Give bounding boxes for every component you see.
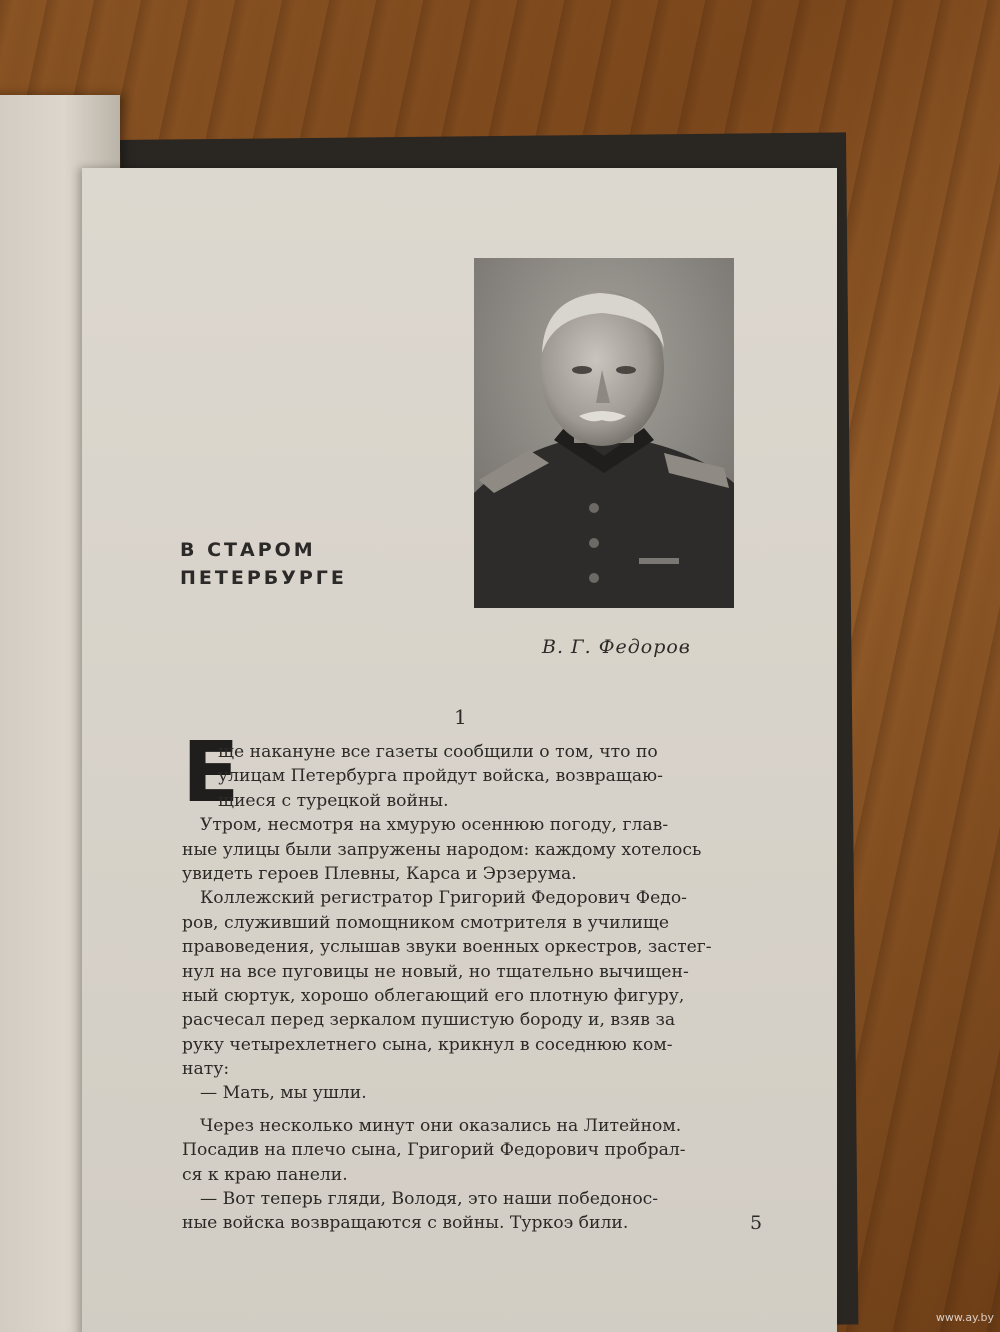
text-line: ные улицы были запружены народом: каждому хотелось bbox=[182, 839, 702, 860]
text-line: нату: bbox=[182, 1059, 230, 1080]
body-text bbox=[182, 740, 752, 1236]
text-line: Коллежский регистратор Григорий Федорович Федо- bbox=[200, 888, 687, 909]
portrait-image bbox=[474, 258, 734, 608]
text-line: руку четырехлетнего сына, крикнул в соседнюю ком- bbox=[182, 1034, 673, 1055]
text-line: ся к краю панели. bbox=[182, 1164, 348, 1185]
text-line: — Вот теперь гляди, Володя, это наши победонос- bbox=[200, 1189, 659, 1210]
chapter-title-line-2: ПЕТЕРБУРГЕ bbox=[180, 567, 347, 589]
text-line: нул на все пуговицы не новый, но тщательно вычищен- bbox=[182, 961, 689, 982]
page-number: 5 bbox=[750, 1212, 763, 1234]
watermark-text: www.ay.by bbox=[935, 1311, 994, 1324]
text-line: расчесал перед зеркалом пушистую бороду и, взяв за bbox=[182, 1010, 676, 1031]
text-line: увидеть героев Плевны, Карса и Эрзерума. bbox=[182, 863, 577, 884]
paragraph-gap bbox=[182, 1106, 752, 1114]
text-line: ров, служивший помощником смотрителя в училище bbox=[182, 912, 670, 933]
chapter-title bbox=[180, 536, 347, 592]
section-number: 1 bbox=[454, 705, 467, 729]
text-line: улицам Петербурга пройдут войска, возвращаю- bbox=[218, 766, 663, 787]
text-line: ные войска возвращаются с войны. Туркоэ били. bbox=[182, 1213, 629, 1234]
drop-cap-letter: Е bbox=[182, 723, 240, 821]
portrait-caption: В. Г. Федоров bbox=[542, 636, 691, 658]
portrait-photo bbox=[474, 258, 734, 608]
text-line: ный сюртук, хорошо облегающий его плотную фигуру, bbox=[182, 985, 685, 1006]
text-line: щиеся с турецкой войны. bbox=[218, 790, 449, 811]
text-line: Посадив на плечо сына, Григорий Федорович пробрал- bbox=[182, 1140, 686, 1161]
text-line: ще накануне все газеты сообщили о том, что по bbox=[218, 742, 658, 762]
chapter-title-line-1: В СТАРОМ bbox=[180, 539, 316, 561]
text-line: Утром, несмотря на хмурую осеннюю погоду, глав- bbox=[200, 815, 669, 836]
book-page bbox=[82, 168, 837, 1332]
text-line: Через несколько минут они оказались на Литейном. bbox=[200, 1115, 682, 1136]
text-line: — Мать, мы ушли. bbox=[200, 1083, 367, 1104]
text-line: правоведения, услышав звуки военных оркестров, застег- bbox=[182, 937, 712, 958]
